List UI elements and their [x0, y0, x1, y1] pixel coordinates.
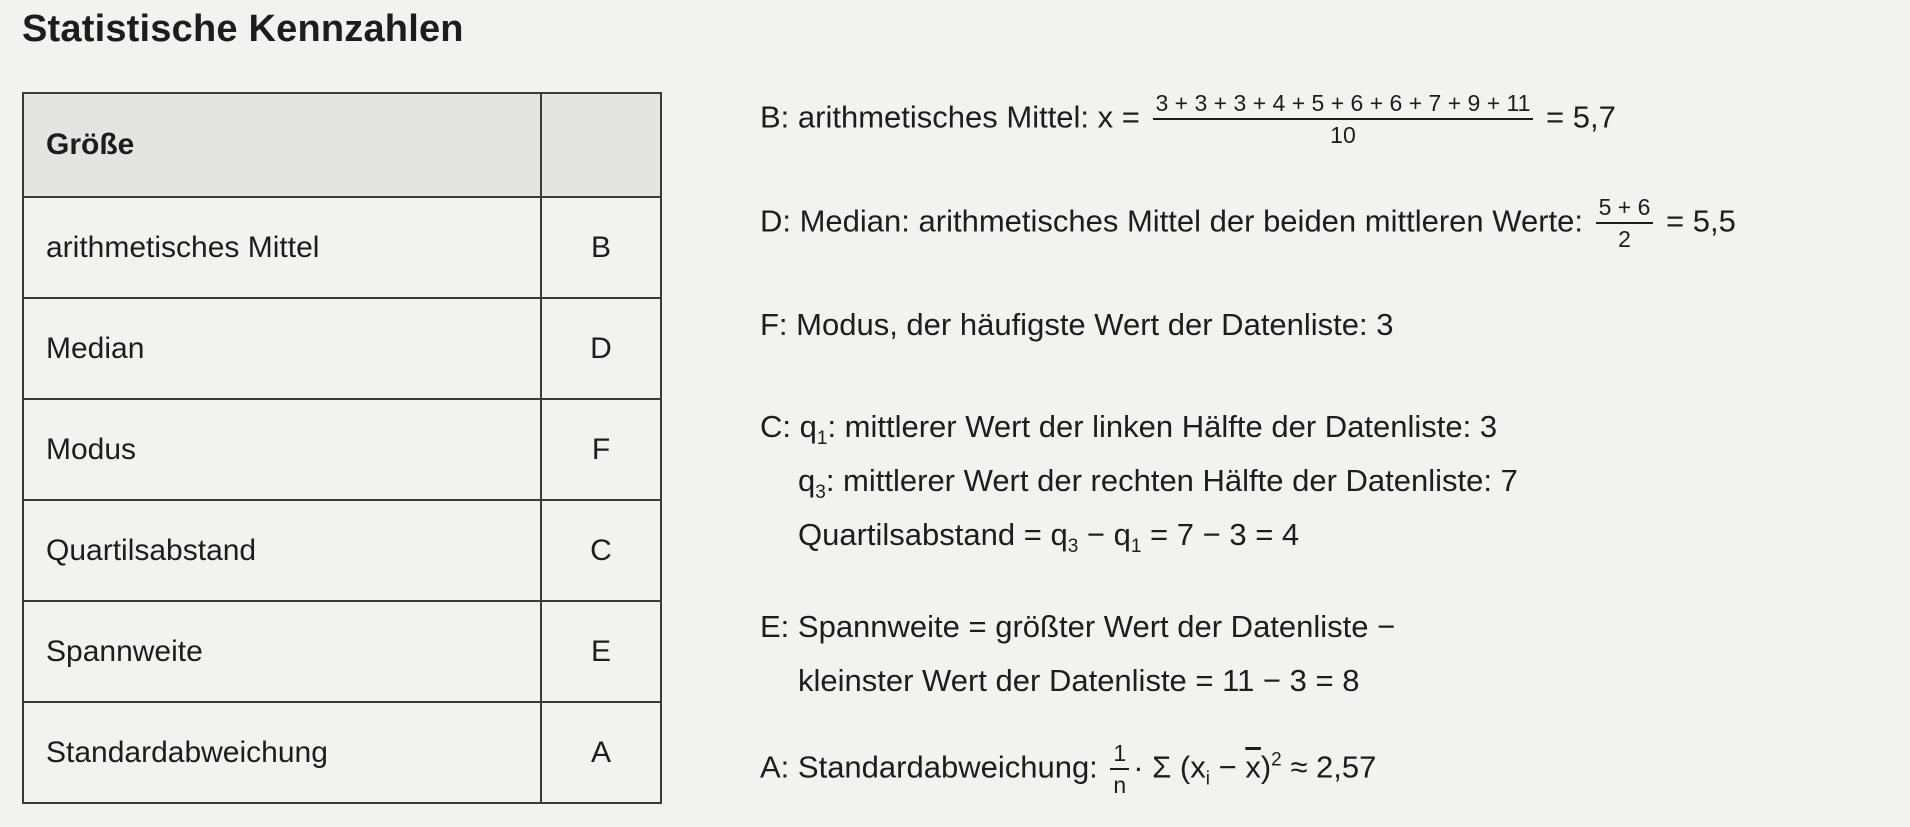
explanation-a-prefix: A: Standardabweichung:	[760, 749, 1098, 785]
explanation-d-result: = 5,5	[1666, 203, 1736, 239]
explanation-c-q1-sub: 1	[816, 428, 828, 449]
table-row	[24, 499, 660, 600]
explanation-b-result: = 5,7	[1546, 99, 1616, 135]
table-cell-name: arithmetisches Mittel	[24, 198, 542, 297]
table-cell-name: Standardabweichung	[24, 703, 542, 802]
table-cell-name: Modus	[24, 400, 542, 499]
explanation-c-line3-sub2: 1	[1130, 536, 1142, 557]
table-row	[24, 297, 660, 398]
explanation-a-denominator: n	[1113, 772, 1127, 799]
table-cell-letter: C	[590, 533, 612, 567]
table-cell-letter: E	[590, 634, 611, 668]
explanation-c-q3-label: q	[798, 463, 816, 498]
explanation-a-close: )	[1260, 749, 1272, 785]
table-cell-letter: D	[590, 331, 612, 365]
statistics-table	[22, 92, 662, 804]
page-title: Statistische Kennzahlen	[22, 8, 464, 50]
explanation-c-line2-text: : mittlerer Wert der rechten Hälfte der Datenliste: 7	[825, 463, 1518, 498]
table-row	[24, 701, 660, 802]
explanation-c-q1-label: C: q	[760, 409, 817, 444]
explanation-b-numerator: 3 + 3 + 3 + 4 + 5 + 6 + 6 + 7 + 9 + 11	[1153, 90, 1534, 120]
explanation-d-fraction	[1596, 194, 1654, 253]
table-header-name: Größe	[24, 94, 542, 196]
explanation-b	[760, 90, 1616, 149]
explanation-c-line3-b: − q	[1078, 517, 1131, 552]
table-row	[24, 196, 660, 297]
explanation-e-line2: kleinster Wert der Datenliste = 11 − 3 = 8	[798, 663, 1360, 698]
explanation-c-line2	[760, 462, 1518, 505]
table-cell-name: Quartilsabstand	[24, 501, 542, 600]
explanation-c-q3-sub: 3	[815, 482, 826, 503]
explanation-a-sup: 2	[1271, 749, 1282, 771]
explanation-c-line1-text: : mittlerer Wert der linken Hälfte der Datenliste: 3	[827, 409, 1498, 444]
table-cell-name: Median	[24, 299, 542, 398]
explanation-d	[760, 194, 1736, 253]
table-header-letter	[542, 94, 660, 196]
explanation-b-fraction	[1153, 90, 1534, 149]
explanation-e-line1: E: Spannweite = größter Wert der Datenliste −	[760, 609, 1396, 644]
explanation-d-numerator: 5 + 6	[1596, 194, 1654, 224]
explanation-c-line3-a: Quartilsabstand = q	[798, 517, 1068, 552]
explanation-a-sub: i	[1205, 768, 1210, 790]
explanation-c-line3-c: = 7 − 3 = 4	[1141, 517, 1300, 552]
explanation-c-line1	[760, 408, 1497, 451]
explanation-a-mid: · Σ (x	[1133, 749, 1206, 785]
table-cell-letter: F	[591, 432, 611, 466]
explanation-b-prefix: B: arithmetisches Mittel: x =	[760, 99, 1140, 135]
explanation-c-line3-sub1: 3	[1067, 536, 1079, 557]
table-cell-name: Spannweite	[24, 602, 542, 701]
explanation-a-xbar: $\overline{x}$	[1245, 749, 1261, 785]
explanation-f: F: Modus, der häufigste Wert der Datenliste: 3	[760, 307, 1394, 342]
explanation-a-numerator: 1	[1110, 740, 1129, 770]
table-row	[24, 398, 660, 499]
table-header-row	[24, 94, 660, 196]
table-row	[24, 600, 660, 701]
explanation-a-result: ≈ 2,57	[1281, 749, 1377, 785]
explanation-b-denominator: 10	[1330, 122, 1356, 149]
explanation-d-denominator: 2	[1618, 226, 1631, 253]
explanation-a	[760, 740, 1376, 799]
explanation-a-fraction	[1110, 740, 1129, 799]
table-cell-letter: B	[590, 230, 611, 264]
explanation-a-minus: −	[1210, 749, 1246, 785]
explanation-d-prefix: D: Median: arithmetisches Mittel der beiden mittleren Werte:	[760, 203, 1583, 239]
table-cell-letter: A	[590, 735, 611, 769]
explanation-c-line3	[760, 516, 1299, 559]
